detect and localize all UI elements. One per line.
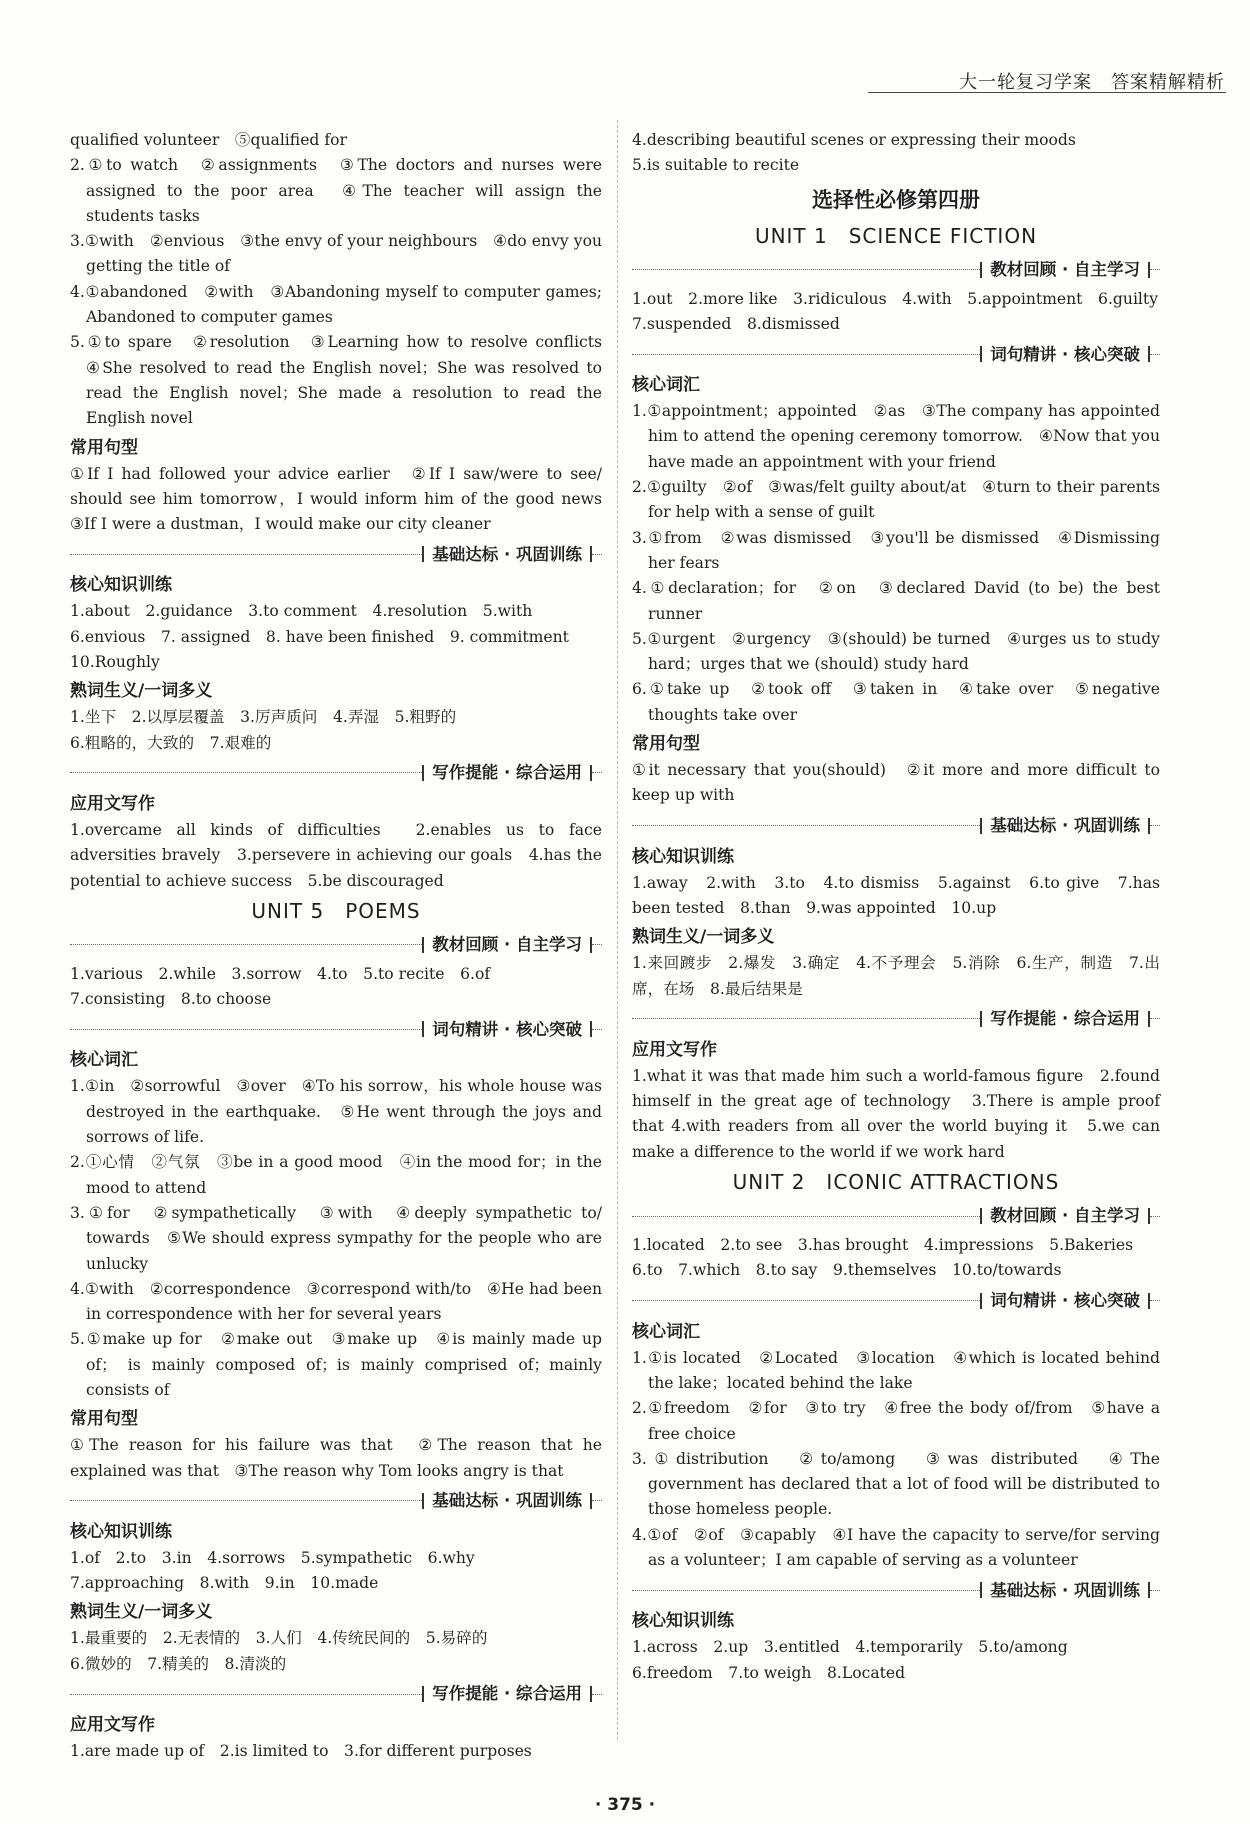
dotted-rule <box>1150 825 1160 826</box>
dotted-rule <box>70 1500 422 1501</box>
unit-title: UNIT 2 ICONIC ATTRACTIONS <box>732 1170 1060 1195</box>
book-title: 选择性必修第四册 <box>812 187 980 212</box>
section-bar <box>70 760 602 786</box>
dotted-rule <box>592 1694 602 1695</box>
answer-line: 1.①appointment；appointed ②as ③The company has appointed him to attend the opening ceremony tomorrow. ④Now that you have made an appointment with your friend <box>632 402 1160 471</box>
section-heading: 常用句型 <box>70 437 138 458</box>
answer-line: 6.微妙的 7.精美的 8.清淡的 <box>70 1654 287 1673</box>
answer-line: 1.away 2.with 3.to 4.to dismiss 5.against 6.to give 7.has been tested 8.than 9.was appointed 10.up <box>632 873 1160 917</box>
dotted-rule <box>1150 1300 1160 1301</box>
section-bar-label: 词句精讲 · 核心突破 <box>432 1019 582 1039</box>
dotted-rule <box>1150 354 1160 355</box>
answer-line: 4.①declaration；for ②on ③declared David (to be) the best runner <box>632 579 1160 623</box>
dotted-rule <box>592 554 602 555</box>
answer-line: ①If I had followed your advice earlier ②If I saw/were to see/ should see him tomorrow，I would inform him of the good news ③If I were a dustman，I would make our city cleaner <box>70 464 618 534</box>
section-bar-label: 词句精讲 · 核心突破 <box>990 1290 1140 1310</box>
answer-line: 1.来回踱步 2.爆发 3.确定 4.不予理会 5.消除 6.生产，制造 7.出席，在场 8.最后结果是 <box>632 954 1160 998</box>
header-rule <box>868 92 1226 93</box>
section-bar <box>632 1006 1160 1032</box>
answer-line: 1.about 2.guidance 3.to comment 4.resolution 5.with <box>70 602 533 621</box>
dotted-rule <box>632 1216 980 1217</box>
column-divider <box>617 120 618 1740</box>
answer-line: 7.suspended 8.dismissed <box>632 314 840 333</box>
answer-line: 2.①心情 ②气氛 ③be in a good mood ④in the mood for；in the mood to attend <box>70 1153 602 1197</box>
answer-line: 6.粗略的，大致的 7.艰难的 <box>70 733 272 752</box>
section-bar-label: 教材回顾 · 自主学习 <box>990 259 1140 279</box>
dotted-rule <box>632 1300 980 1301</box>
answer-line: 4.①with ②correspondence ③correspond with/to ④He had been in correspondence with her for several years <box>70 1279 602 1324</box>
dotted-rule <box>70 772 422 773</box>
answer-line: 6.freedom 7.to weigh 8.Located <box>632 1663 906 1682</box>
right-column <box>632 128 1160 1686</box>
answer-line: 10.Roughly <box>70 653 160 672</box>
dotted-rule <box>70 944 422 945</box>
dotted-rule <box>632 354 980 355</box>
answer-line: 3.①distribution ②to/among ③was distributed ④The government has declared that a lot of food will be distributed to those homeless people. <box>632 1449 1160 1519</box>
section-heading: 核心词汇 <box>632 1321 700 1342</box>
answer-line: 3.①for ②sympathetically ③with ④deeply sympathetic to/ towards ⑤We should express sympathy for the people who are unlucky <box>70 1203 602 1273</box>
section-bar-label: 写作提能 · 综合运用 <box>990 1009 1140 1029</box>
section-bar <box>632 341 1160 367</box>
dotted-rule <box>632 1590 980 1591</box>
section-heading: 常用句型 <box>70 1409 138 1430</box>
dotted-rule <box>592 1500 602 1501</box>
answer-line: 2.①freedom ②for ③to try ④free the body of/from ⑤have a free choice <box>632 1399 1160 1443</box>
section-bar-label: 写作提能 · 综合运用 <box>432 1684 582 1704</box>
section-bar-label: 基础达标 · 巩固训练 <box>432 1491 582 1511</box>
answer-line: 5.①to spare ②resolution ③Learning how to resolve conflicts ④She resolved to read the English novel；She was resolved to read the English novel；She made a resolution to read the English novel <box>70 333 618 428</box>
answer-line: 5.is suitable to recite <box>632 156 800 175</box>
page-number: · 375 · <box>594 1795 656 1815</box>
answer-line: 6.envious 7. assigned 8. have been finished 9. commitment <box>70 627 569 646</box>
section-bar <box>632 1577 1160 1603</box>
section-heading: 应用文写作 <box>70 793 155 814</box>
answer-line: 1.overcame all kinds of difficulties 2.enables us to face adversities bravely 3.persevere in achieving our goals 4.has the potential to achieve success 5.be discouraged <box>70 820 602 890</box>
answer-line: 1.①is located ②Located ③location ④which is located behind the lake；located behind the lake <box>632 1348 1160 1392</box>
section-bar <box>632 813 1160 839</box>
dotted-rule <box>592 1029 602 1030</box>
section-bar-label: 基础达标 · 巩固训练 <box>432 544 582 564</box>
answer-line: 4.①abandoned ②with ③Abandoning myself to computer games; Abandoned to computer games <box>70 282 602 327</box>
section-bar <box>632 257 1160 283</box>
answer-line: 1.坐下 2.以厚层覆盖 3.厉声质问 4.弄湿 5.粗野的 <box>70 708 457 727</box>
section-heading: 核心知识训练 <box>70 1521 172 1542</box>
section-heading: 核心知识训练 <box>70 575 172 596</box>
answer-line: ①The reason for his failure was that ②The reason that he explained was that ③The reason why Tom looks angry is that <box>70 1436 602 1480</box>
section-bar-label: 教材回顾 · 自主学习 <box>990 1206 1140 1226</box>
answer-line: 2.①guilty ②of ③was/felt guilty about/at ④turn to their parents for help with a sense of guilt <box>632 478 1160 522</box>
section-bar-label: 写作提能 · 综合运用 <box>432 763 582 783</box>
section-heading: 核心词汇 <box>70 1050 138 1071</box>
section-heading: 核心词汇 <box>632 375 700 396</box>
answer-line: qualified volunteer ⑤qualified for <box>70 131 347 149</box>
dotted-rule <box>70 554 422 555</box>
section-heading: 熟词生义/一词多义 <box>632 927 775 948</box>
answer-line: 7.consisting 8.to choose <box>70 990 272 1009</box>
unit-title: UNIT 1 SCIENCE FICTION <box>754 223 1038 248</box>
left-column <box>70 128 618 1764</box>
answer-line: 1.are made up of 2.is limited to 3.for different purposes <box>70 1742 532 1761</box>
answer-line: 3.①with ②envious ③the envy of your neighbours ④do envy you getting the title of <box>70 232 602 276</box>
answer-line: 6.to 7.which 8.to say 9.themselves 10.to/towards <box>632 1261 1062 1280</box>
section-heading: 核心知识训练 <box>632 846 734 867</box>
section-heading: 熟词生义/一词多义 <box>70 681 213 702</box>
dotted-rule <box>632 825 980 826</box>
answer-line: 1.最重要的 2.无表情的 3.人们 4.传统民间的 5.易碎的 <box>70 1629 488 1648</box>
section-bar-label: 教材回顾 · 自主学习 <box>432 935 582 955</box>
section-bar-label: 基础达标 · 巩固训练 <box>990 815 1140 835</box>
dotted-rule <box>70 1029 422 1030</box>
answer-line: 5.①urgent ②urgency ③(should) be turned ④urges us to study hard；urges that we (should) study hard <box>632 629 1160 674</box>
section-bar <box>70 1681 602 1707</box>
section-heading: 应用文写作 <box>70 1715 155 1736</box>
dotted-rule <box>592 772 602 773</box>
section-bar <box>70 1016 602 1042</box>
section-heading: 核心知识训练 <box>632 1611 734 1632</box>
section-bar <box>632 1288 1160 1314</box>
answer-line: 1.what it was that made him such a world-famous figure 2.found himself in the great age of technology 3.There is ample proof that 4.with readers from all over the world buying it 5.we can make a difference to the world if we work hard <box>632 1066 1160 1161</box>
section-heading: 常用句型 <box>632 734 700 755</box>
answer-line: 1.various 2.while 3.sorrow 4.to 5.to recite 6.of <box>70 964 491 983</box>
answer-line: 1.①in ②sorrowful ③over ④To his sorrow，his whole house was destroyed in the earthquake. ⑤He went through the joys and sorrows of life. <box>70 1077 602 1147</box>
page-header: 大一轮复习学案 答案精解精析 <box>959 72 1225 93</box>
section-heading: 应用文写作 <box>632 1039 717 1060</box>
answer-line: 7.approaching 8.with 9.in 10.made <box>70 1574 379 1593</box>
dotted-rule <box>592 944 602 945</box>
dotted-rule <box>632 1018 980 1019</box>
section-bar <box>70 1488 602 1514</box>
answer-line: 1.located 2.to see 3.has brought 4.impressions 5.Bakeries <box>632 1236 1134 1255</box>
dotted-rule <box>632 269 980 270</box>
dotted-rule <box>1150 1590 1160 1591</box>
dotted-rule <box>1150 1216 1160 1217</box>
answer-line: 5.①make up for ②make out ③make up ④is mainly made up of； is mainly composed of；is mainly comprised of；mainly consists of <box>70 1330 602 1399</box>
answer-line: 2.①to watch ②assignments ③The doctors and nurses were assigned to the poor area ④The teacher will assign the students tasks <box>70 156 602 225</box>
section-bar <box>70 541 602 567</box>
answer-line: 4.①of ②of ③capably ④I have the capacity to serve/for serving as a volunteer；I am capable of serving as a volunteer <box>632 1525 1160 1569</box>
dotted-rule <box>70 1694 422 1695</box>
answer-line: 1.across 2.up 3.entitled 4.temporarily 5.to/among <box>632 1638 1068 1657</box>
answer-line: 4.describing beautiful scenes or expressing their moods <box>632 131 1076 149</box>
answer-line: 3.①from ②was dismissed ③you'll be dismissed ④Dismissing her fears <box>632 528 1160 572</box>
answer-line: 1.of 2.to 3.in 4.sorrows 5.sympathetic 6.why <box>70 1548 475 1567</box>
section-heading: 熟词生义/一词多义 <box>70 1602 213 1623</box>
section-bar-label: 词句精讲 · 核心突破 <box>990 344 1140 364</box>
answer-line: 6.①take up ②took off ③taken in ④take over ⑤negative thoughts take over <box>632 680 1160 724</box>
dotted-rule <box>1150 269 1160 270</box>
section-bar <box>632 1203 1160 1229</box>
unit-title: UNIT 5 POEMS <box>251 898 421 923</box>
answer-line: 1.out 2.more like 3.ridiculous 4.with 5.appointment 6.guilty <box>632 289 1158 308</box>
section-bar-label: 基础达标 · 巩固训练 <box>990 1580 1140 1600</box>
answer-line: ①it necessary that you(should) ②it more and more difficult to keep up with <box>632 761 1160 805</box>
section-bar <box>70 932 602 958</box>
dotted-rule <box>1150 1018 1160 1019</box>
